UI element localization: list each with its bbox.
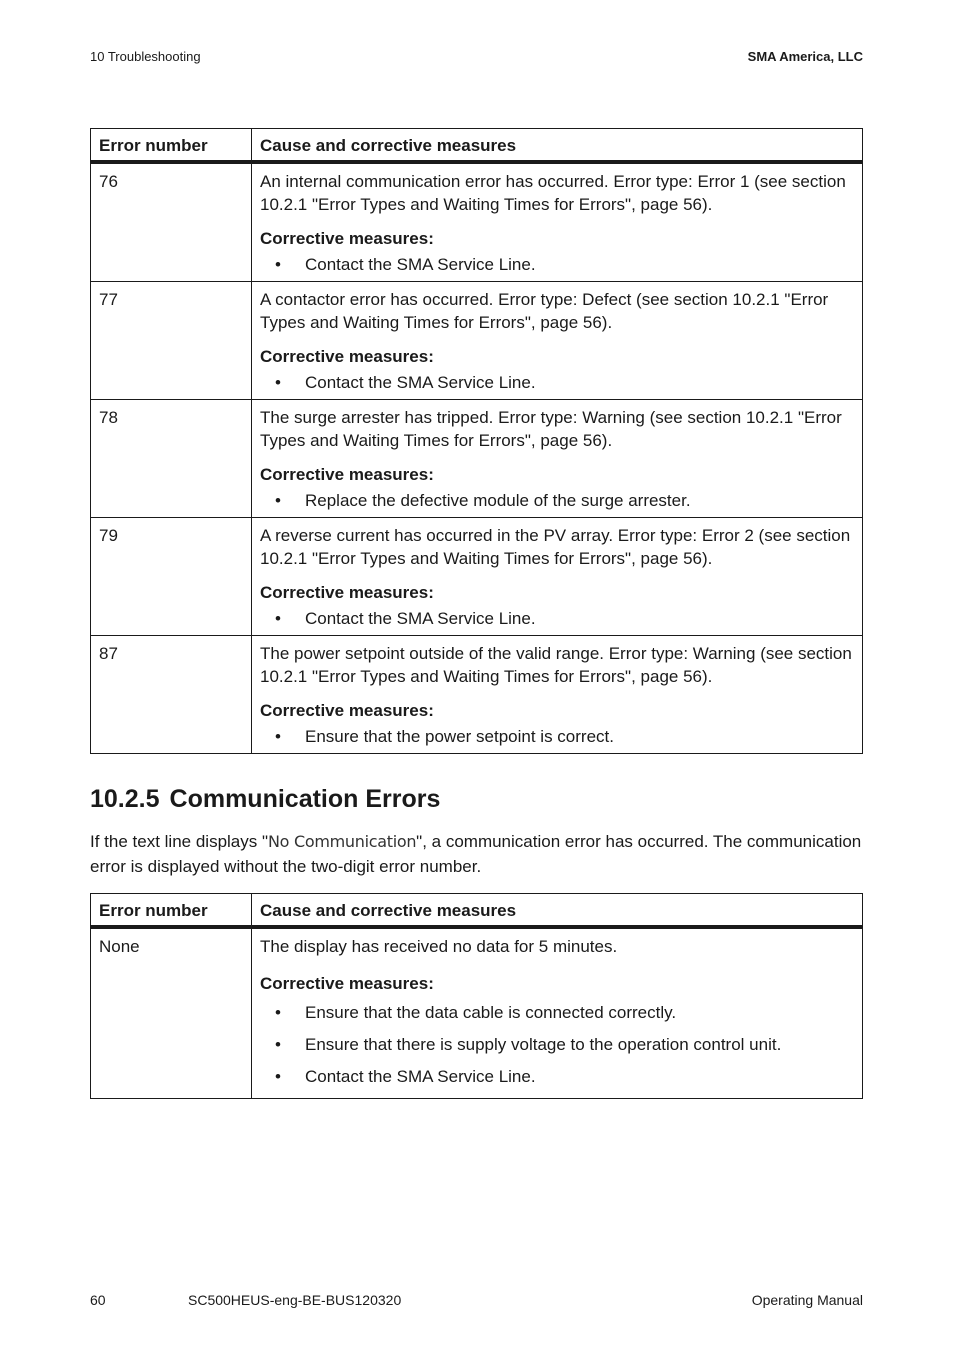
measures-list [260,726,854,748]
footer-manual-title: Operating Manual [751,1292,863,1308]
cause-text: An internal communication error has occurred. Error type: Error 1 (see section 10.2.1 "Error Types and Waiting Times for Errors", page 56). [260,172,846,214]
measure-item: • Contact the SMA Service Line. [260,608,854,630]
display-text-code: No Communication [268,832,417,851]
measures-list [260,1002,854,1088]
cause-text: A reverse current has occurred in the PV array. Error type: Error 2 (see section 10.2.1 "Error Types and Waiting Times for Errors", page 56). [260,526,851,568]
table-row [91,636,863,754]
error-number-cell: 77 [91,282,252,400]
column-header-error-number: Error number [91,894,252,928]
measures-list [260,372,854,394]
corrective-measures-label: Corrective measures: [260,974,434,993]
footer-page-number: 60 [90,1292,106,1308]
measure-item: • Ensure that the data cable is connected correctly. [260,1002,854,1024]
cause-cell [252,400,863,518]
table-row [91,518,863,636]
running-header-company: SMA America, LLC [747,49,863,64]
section-title: Communication Errors [169,785,441,813]
measure-item: • Contact the SMA Service Line. [260,372,854,394]
table-row [91,400,863,518]
corrective-measures-label: Corrective measures: [260,229,434,248]
column-header-cause: Cause and corrective measures [252,129,863,163]
cause-text: The surge arrester has tripped. Error type: Warning (see section 10.2.1 "Error Types and Waiting Times for Errors", page 56). [260,408,842,450]
error-number-cell: 78 [91,400,252,518]
cause-cell [252,518,863,636]
intro-text-end: ", a communication error has occurred. The communication error is displayed without the two-digit error number. [90,832,862,876]
section-intro [90,829,865,879]
cause-cell [252,282,863,400]
intro-text-start: If the text line displays " [90,832,269,851]
table-row [91,162,863,282]
column-header-cause: Cause and corrective measures [252,894,863,928]
cause-cell [252,636,863,754]
error-table-1 [90,128,863,754]
footer-document-id: SC500HEUS-eng-BE-BUS120320 [188,1292,402,1308]
measure-item: • Ensure that there is supply voltage to the operation control unit. [260,1034,854,1056]
cause-cell [252,927,863,1099]
corrective-measures-label: Corrective measures: [260,465,434,484]
measure-item: • Ensure that the power setpoint is correct. [260,726,854,748]
cause-text: The display has received no data for 5 minutes. [260,937,618,956]
error-number-cell: None [91,927,252,1099]
cause-cell [252,162,863,282]
table-row [91,282,863,400]
error-number-cell: 76 [91,162,252,282]
corrective-measures-label: Corrective measures: [260,347,434,366]
cause-text: A contactor error has occurred. Error type: Defect (see section 10.2.1 "Error Types and Waiting Times for Errors", page 56). [260,290,829,332]
measures-list [260,490,854,512]
table-row [91,927,863,1099]
error-number-cell: 79 [91,518,252,636]
section-number: 10.2.5 [90,785,160,813]
measures-list [260,608,854,630]
error-table-2 [90,893,863,1099]
cause-text: The power setpoint outside of the valid range. Error type: Warning (see section 10.2.1 "Error Types and Waiting Times for Errors", page 56). [260,644,852,686]
column-header-error-number: Error number [91,129,252,163]
measures-list [260,254,854,276]
measure-item: • Contact the SMA Service Line. [260,254,854,276]
corrective-measures-label: Corrective measures: [260,701,434,720]
measure-item: • Contact the SMA Service Line. [260,1066,854,1088]
measure-item: • Replace the defective module of the surge arrester. [260,490,854,512]
running-header-chapter: 10 Troubleshooting [90,49,201,64]
section-heading [90,785,440,814]
corrective-measures-label: Corrective measures: [260,583,434,602]
error-number-cell: 87 [91,636,252,754]
